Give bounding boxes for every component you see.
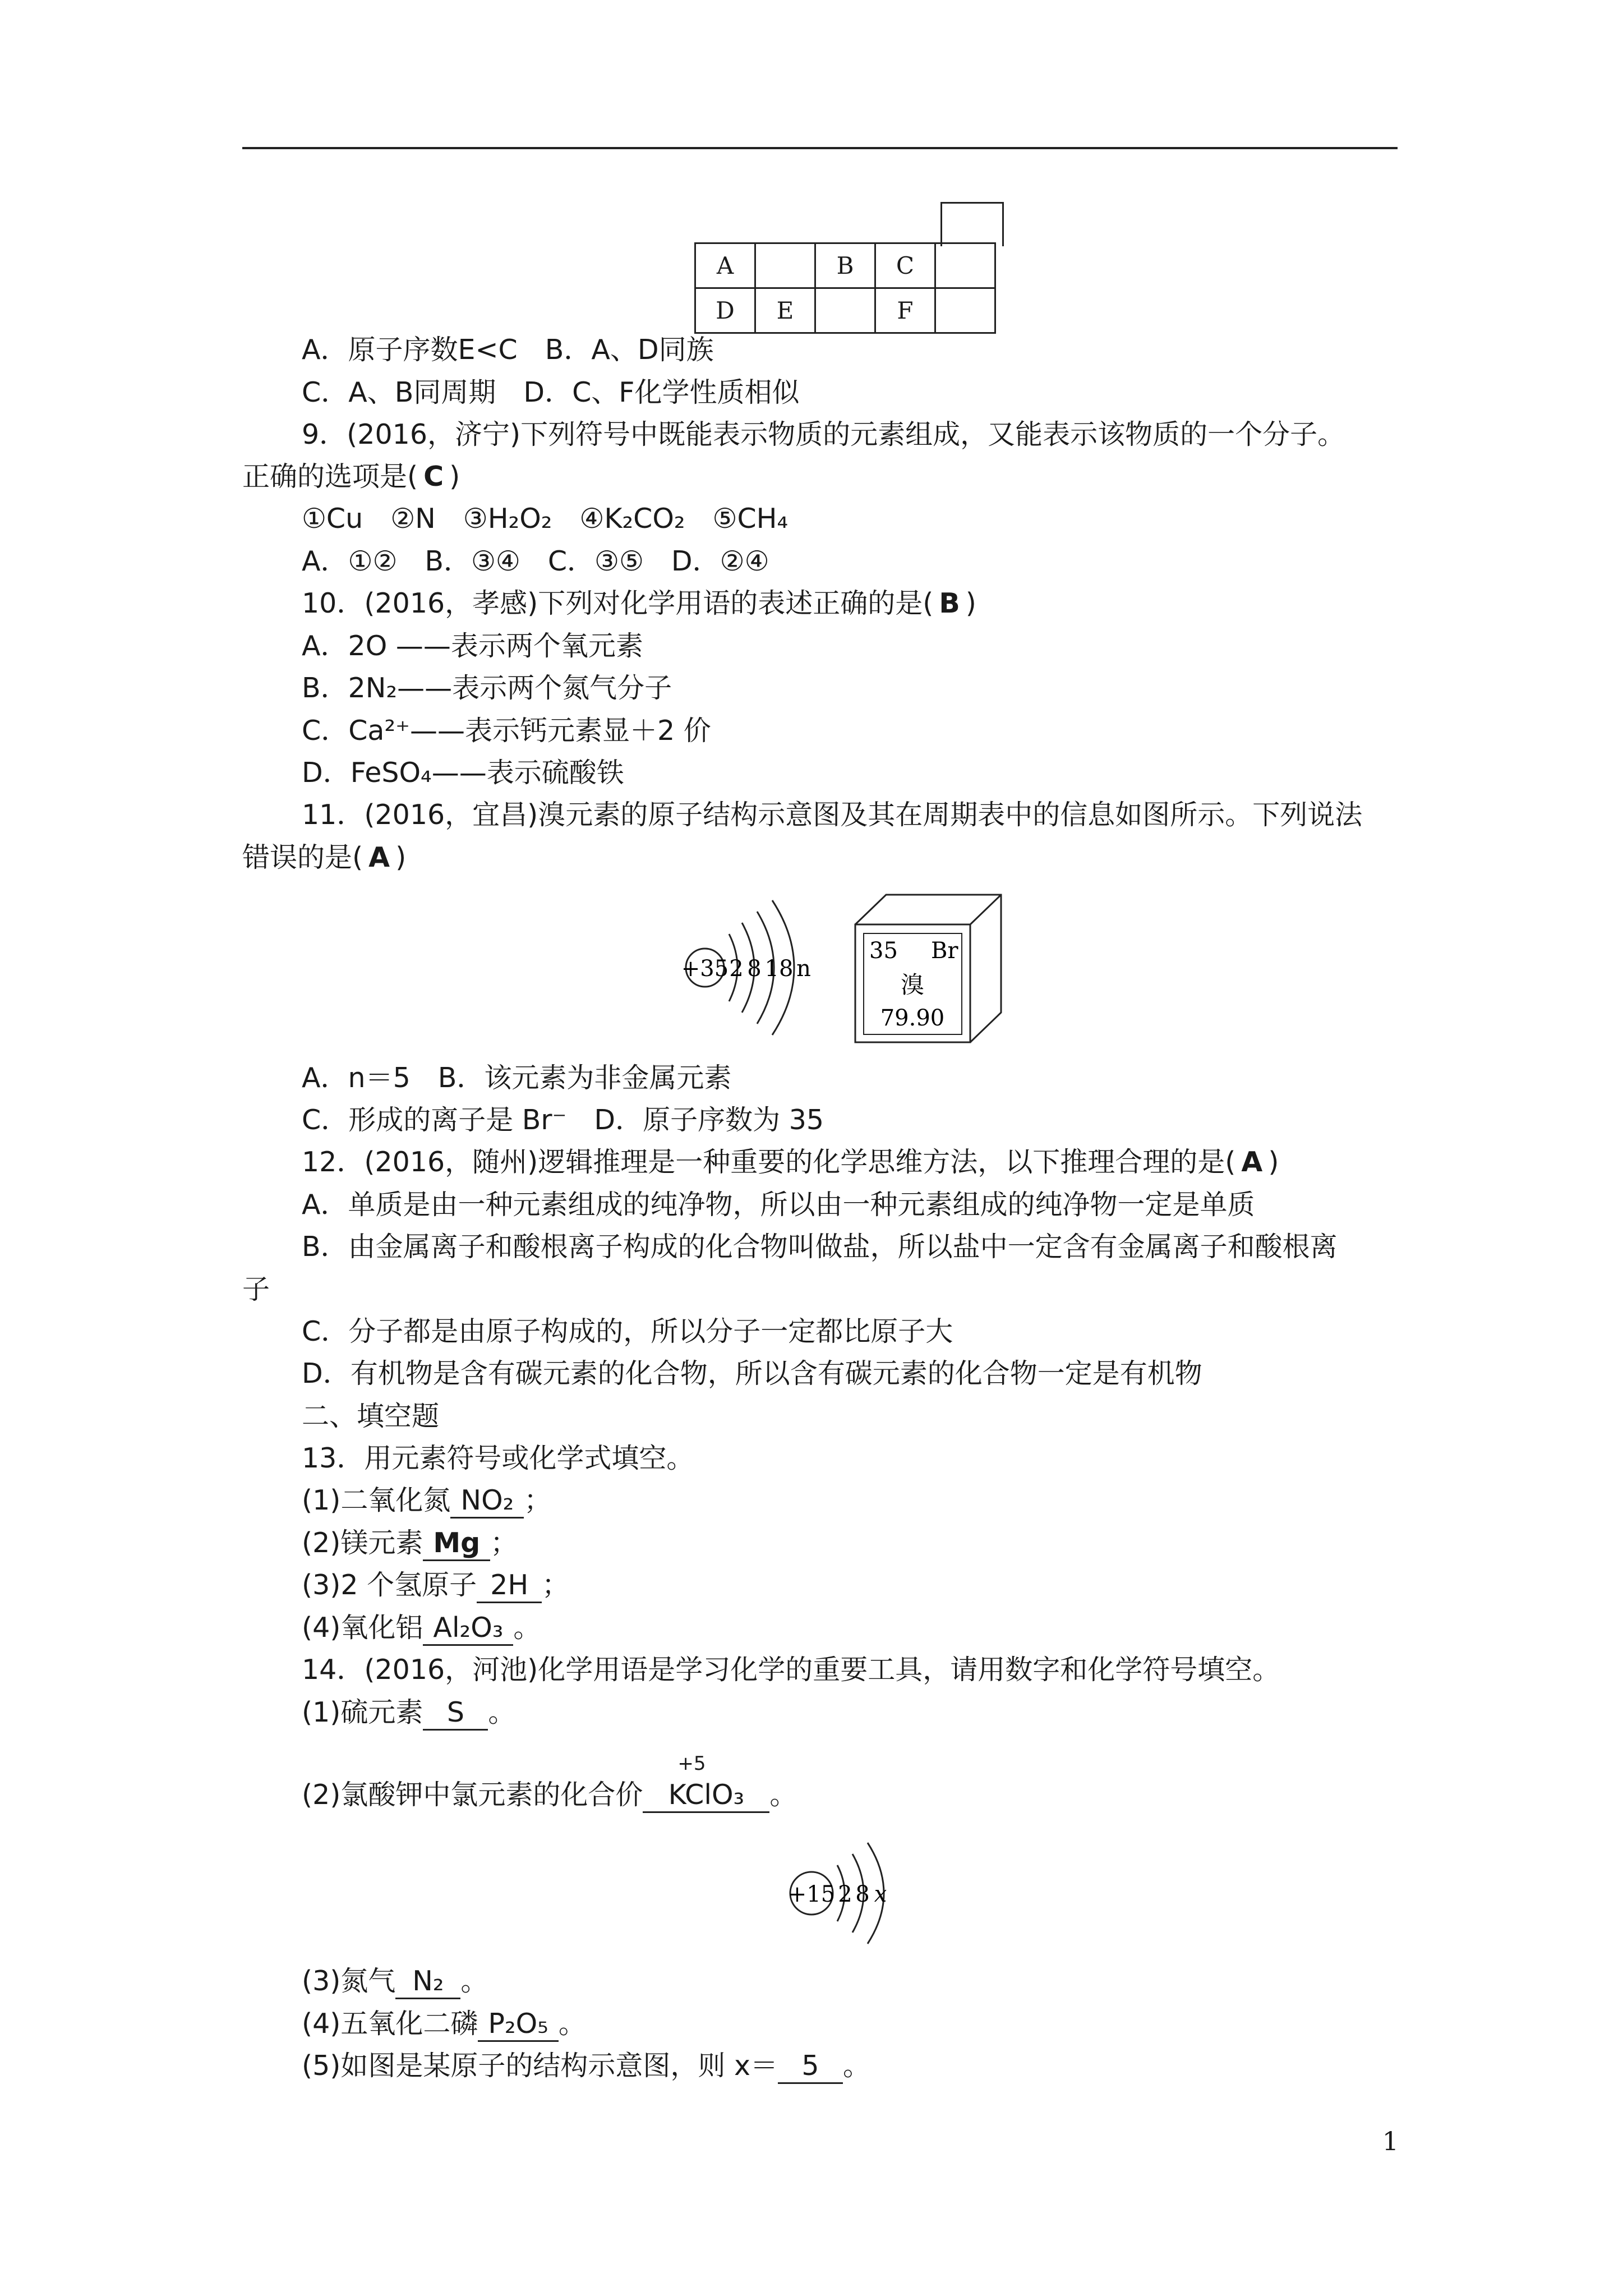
q9-stem-2: 正确的选项是( C ) [242, 461, 460, 493]
q14-part3: (3)氮气 N₂ 。 [302, 1963, 488, 1999]
pt-cell: E [755, 288, 815, 333]
element-mass: 79.90 [880, 1005, 945, 1031]
shell-label: x [874, 1881, 887, 1907]
pt-cell: F [875, 288, 935, 333]
shell-label: n [796, 956, 811, 982]
q12-option-c: C．分子都是由原子构成的，所以分子一定都比原子大 [302, 1315, 953, 1347]
q9-items: ①Cu ②N ③H₂O₂ ④K₂CO₂ ⑤CH₄ [302, 503, 789, 535]
q10-option-c: C．Ca²⁺——表示钙元素显＋2 价 [302, 715, 711, 747]
answer-blank: S [423, 1696, 488, 1731]
q10-option-b: B．2N₂——表示两个氮气分子 [302, 672, 672, 704]
q11-option-cd: C．形成的离子是 Br⁻ D．原子序数为 35 [302, 1104, 824, 1136]
q11-stem: 11．(2016，宜昌)溴元素的原子结构示意图及其在周期表中的信息如图所示。下列说法 [302, 799, 1363, 831]
periodic-table-fragment [694, 242, 996, 334]
bromine-atom-diagram [676, 892, 844, 1049]
q13-part1: (1)二氧化氮 NO₂ ； [302, 1483, 551, 1519]
valence-label: +5 [677, 1752, 706, 1775]
answer-blank: Al₂O₃ [423, 1612, 513, 1646]
shell-label: 2 [838, 1881, 852, 1907]
answer-blank: +5 KClO₃ [643, 1779, 769, 1813]
q14-part1: (1)硫元素 S 。 [302, 1695, 515, 1731]
pt-cell [755, 243, 815, 288]
q13-part3: (3)2 个氢原子 2H ； [302, 1567, 569, 1603]
q9-options: A．①② B．③④ C．③⑤ D．②④ [302, 545, 769, 577]
answer-blank: N₂ [395, 1965, 460, 1999]
q12-stem: 12．(2016，随州)逻辑推理是一种重要的化学思维方法，以下推理合理的是( A ) [302, 1146, 1279, 1178]
q14-stem: 14．(2016，河池)化学用语是学习化学的重要工具，请用数字和化学符号填空。 [302, 1654, 1280, 1686]
page-number: 1 [1382, 2126, 1399, 2156]
pt-cell: D [695, 288, 755, 333]
shell-label: 2 [729, 956, 744, 982]
q11-answer: A [368, 841, 390, 873]
q12-answer: A [1241, 1146, 1263, 1178]
pt-cell: C [875, 243, 935, 288]
q10-answer: B [939, 587, 960, 619]
q13-stem: 13．用元素符号或化学式填空。 [302, 1442, 694, 1474]
q8-option-ab: A．原子序数E<C B．A、D同族 [302, 334, 714, 366]
q12-option-b-cont: 子 [242, 1273, 270, 1305]
q9-answer: C [423, 461, 444, 493]
atom-nucleus-label: +15 [787, 1881, 836, 1907]
pt-cell [815, 288, 875, 333]
q10-stem: 10．(2016，孝感)下列对化学用语的表述正确的是( B ) [302, 587, 976, 619]
q12-option-a: A．单质是由一种元素组成的纯净物，所以由一种元素组成的纯净物一定是单质 [302, 1189, 1255, 1221]
shell-label: 18 [764, 956, 794, 982]
q13-part4: (4)氧化铝 Al₂O₃ 。 [302, 1610, 541, 1646]
element-name: 溴 [900, 971, 925, 999]
q13-part2: (2)镁元素 Mg ； [302, 1525, 518, 1561]
answer-blank: 5 [778, 2050, 843, 2084]
q14-part5: (5)如图是某原子的结构示意图，则 x＝ 5 。 [302, 2048, 870, 2084]
answer-blank: P₂O₅ [478, 2008, 558, 2042]
pt-cell: B [815, 243, 875, 288]
shell-label: 8 [855, 1881, 870, 1907]
pt-cell: A [695, 243, 755, 288]
header-rule [242, 147, 1398, 149]
answer-blank: Mg [423, 1527, 490, 1561]
q11-option-ab: A．n＝5 B．该元素为非金属元素 [302, 1062, 732, 1094]
q11-stem-2: 错误的是( A ) [242, 841, 407, 873]
pt-cell [935, 243, 995, 288]
q14-part2: (2)氯酸钾中氯元素的化合价 +5 KClO₃ 。 [302, 1777, 797, 1813]
bromine-element-card [852, 892, 1015, 1049]
element-symbol: Br [931, 938, 958, 964]
q10-option-d: D．FeSO₄——表示硫酸铁 [302, 757, 624, 789]
element-number: 35 [869, 938, 898, 964]
phosphorus-atom-diagram [782, 1834, 917, 1952]
q12-option-b: B．由金属离子和酸根离子构成的化合物叫做盐，所以盐中一定含有金属离子和酸根离 [302, 1231, 1338, 1263]
q9-stem: 9．(2016，济宁)下列符号中既能表示物质的元素组成，又能表示该物质的一个分子。 [302, 418, 1345, 450]
q12-option-d: D．有机物是含有碳元素的化合物，所以含有碳元素的化合物一定是有机物 [302, 1358, 1202, 1389]
q8-option-cd: C．A、B同周期 D．C、F化学性质相似 [302, 376, 800, 408]
answer-blank: NO₂ [450, 1484, 524, 1519]
q14-part4: (4)五氧化二磷 P₂O₅ 。 [302, 2006, 586, 2042]
q10-option-a: A．2O ——表示两个氧元素 [302, 630, 643, 662]
pt-cell [935, 288, 995, 333]
shell-label: 8 [747, 956, 762, 982]
section-title: 二、填空题 [302, 1400, 440, 1432]
answer-blank: 2H [477, 1569, 542, 1603]
atom-nucleus-label: +35 [681, 956, 729, 982]
periodic-table-top-cell [940, 202, 1004, 246]
